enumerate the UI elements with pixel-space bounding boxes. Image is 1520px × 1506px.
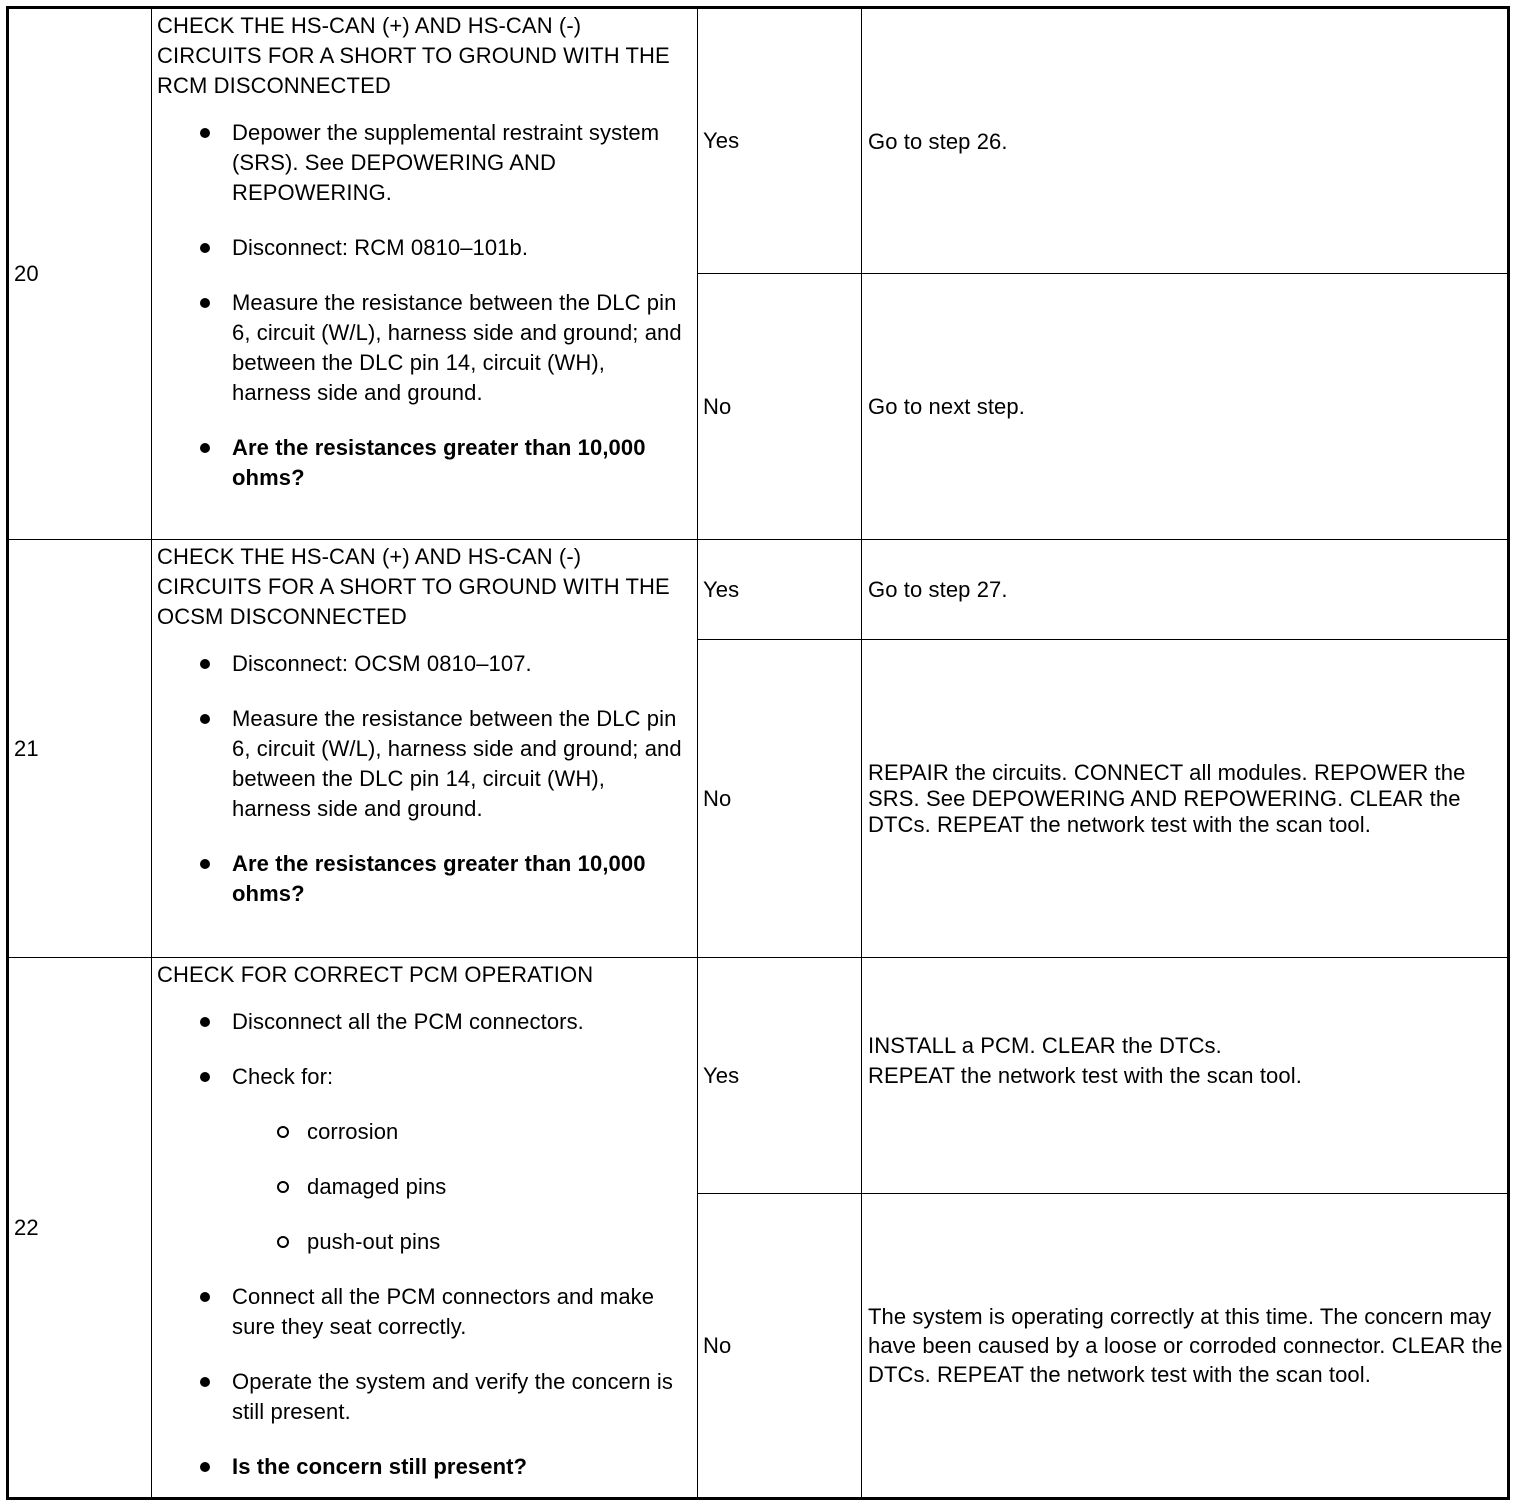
diagnostic-procedure-page bbox=[6, 6, 1507, 1499]
question-text: Are the resistances greater than 10,000 ohms? bbox=[232, 435, 646, 490]
step-21-yes-row bbox=[8, 540, 1509, 640]
bullet-icon bbox=[200, 128, 210, 138]
result-yes-action: Go to step 26. bbox=[862, 8, 1509, 274]
result-no-label: No bbox=[698, 640, 862, 958]
sub-list-item bbox=[159, 1227, 689, 1257]
bullet-icon bbox=[200, 243, 210, 253]
result-yes-action: Go to step 27. bbox=[862, 540, 1509, 640]
list-item bbox=[157, 1007, 689, 1037]
yes-action-line-1: INSTALL a PCM. CLEAR the DTCs. bbox=[868, 1032, 1222, 1058]
bullet-text: Depower the supplemental restraint system (SRS). See DEPOWERING AND REPOWERING. bbox=[232, 120, 660, 205]
sub-bullet-text: push-out pins bbox=[307, 1229, 441, 1254]
result-no-label: No bbox=[698, 1194, 862, 1499]
list-item bbox=[157, 849, 689, 909]
step-title: CHECK FOR CORRECT PCM OPERATION bbox=[157, 962, 594, 987]
bullet-icon bbox=[200, 1462, 210, 1472]
list-item bbox=[157, 433, 689, 493]
list-item bbox=[157, 233, 689, 263]
yes-action-line-2: REPEAT the network test with the scan tool. bbox=[868, 1062, 1302, 1088]
bullet-text: Measure the resistance between the DLC pin 6, circuit (W/L), harness side and ground; and between the DLC pin 14, circuit (WH), harness side and ground. bbox=[232, 290, 682, 405]
step-action bbox=[152, 540, 698, 958]
bullet-icon bbox=[200, 859, 210, 869]
step-title: CHECK THE HS-CAN (+) AND HS-CAN (-) CIRCUITS FOR A SHORT TO GROUND WITH THE OCSM DISCONNECTED bbox=[157, 544, 670, 629]
bullet-text: Disconnect all the PCM connectors. bbox=[232, 1009, 584, 1034]
bullet-text: Connect all the PCM connectors and make sure they seat correctly. bbox=[232, 1284, 655, 1339]
check-for-sublist bbox=[232, 1117, 689, 1257]
bullet-icon bbox=[200, 1377, 210, 1387]
bullet-icon bbox=[200, 659, 210, 669]
question-text: Are the resistances greater than 10,000 ohms? bbox=[232, 851, 646, 906]
bullet-text: Disconnect: RCM 0810–101b. bbox=[232, 235, 529, 260]
hollow-bullet-icon bbox=[277, 1126, 289, 1138]
step-number: 21 bbox=[8, 540, 152, 958]
sub-bullet-text: damaged pins bbox=[307, 1174, 447, 1199]
result-yes-label: Yes bbox=[698, 958, 862, 1194]
sub-list-item bbox=[159, 1172, 689, 1202]
step-20-yes-row bbox=[8, 8, 1509, 274]
bullet-text: Disconnect: OCSM 0810–107. bbox=[232, 651, 532, 676]
step-bullet-list bbox=[157, 1007, 689, 1482]
bullet-icon bbox=[200, 1072, 210, 1082]
list-item bbox=[157, 704, 689, 824]
step-bullet-list bbox=[157, 118, 689, 493]
list-item bbox=[157, 649, 689, 679]
diagnostic-steps-table bbox=[6, 6, 1510, 1500]
sub-list-item bbox=[159, 1117, 689, 1147]
result-no-label: No bbox=[698, 274, 862, 540]
step-action bbox=[152, 8, 698, 540]
list-item bbox=[157, 1367, 689, 1427]
list-item bbox=[157, 288, 689, 408]
bullet-icon bbox=[200, 443, 210, 453]
hollow-bullet-icon bbox=[277, 1236, 289, 1248]
bullet-text: Check for: bbox=[232, 1064, 334, 1089]
bullet-text: Measure the resistance between the DLC pin 6, circuit (W/L), harness side and ground; and between the DLC pin 14, circuit (WH), harness side and ground. bbox=[232, 706, 682, 821]
result-yes-label: Yes bbox=[698, 540, 862, 640]
result-no-action: REPAIR the circuits. CONNECT all modules. REPOWER the SRS. See DEPOWERING AND REPOWERING. CLEAR the DTCs. REPEAT the network test with the scan tool. bbox=[862, 640, 1509, 958]
bullet-icon bbox=[200, 1017, 210, 1027]
bullet-icon bbox=[200, 714, 210, 724]
result-no-action: Go to next step. bbox=[862, 274, 1509, 540]
step-number: 22 bbox=[8, 958, 152, 1499]
sub-bullet-text: corrosion bbox=[307, 1119, 399, 1144]
bullet-text: Operate the system and verify the concern is still present. bbox=[232, 1369, 673, 1424]
step-title: CHECK THE HS-CAN (+) AND HS-CAN (-) CIRCUITS FOR A SHORT TO GROUND WITH THE RCM DISCONNECTED bbox=[157, 13, 670, 98]
list-item bbox=[157, 118, 689, 208]
hollow-bullet-icon bbox=[277, 1181, 289, 1193]
result-yes-label: Yes bbox=[698, 8, 862, 274]
list-item bbox=[157, 1282, 689, 1342]
result-no-action: The system is operating correctly at this time. The concern may have been caused by a loose or corroded connector. CLEAR the DTCs. REPEAT the network test with the scan tool. bbox=[862, 1194, 1509, 1499]
step-number: 20 bbox=[8, 8, 152, 540]
step-22-yes-row bbox=[8, 958, 1509, 1194]
question-text: Is the concern still present? bbox=[232, 1454, 528, 1479]
step-action bbox=[152, 958, 698, 1499]
list-item bbox=[157, 1452, 689, 1482]
result-yes-action bbox=[862, 958, 1509, 1194]
list-item bbox=[157, 1062, 689, 1257]
bullet-icon bbox=[200, 298, 210, 308]
bullet-icon bbox=[200, 1292, 210, 1302]
step-bullet-list bbox=[157, 649, 689, 909]
